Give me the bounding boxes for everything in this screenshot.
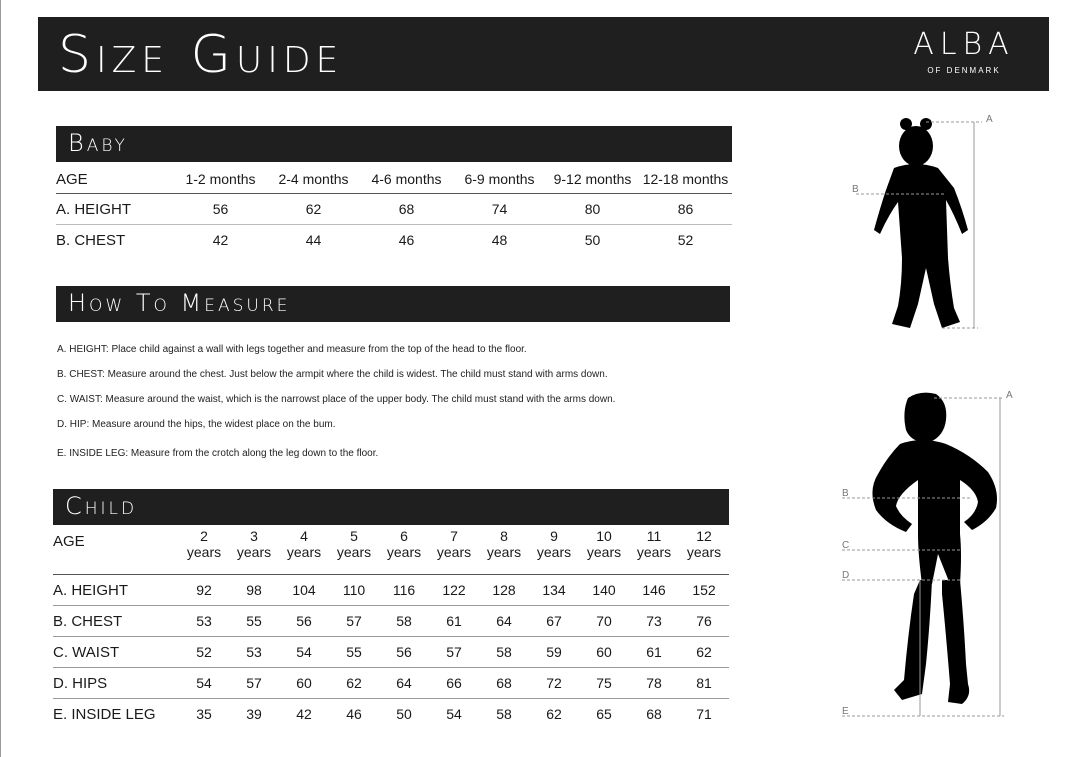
baby-silhouette-figure [846,108,1006,334]
age-column-header: 4 years [279,528,329,575]
age-column-header: 9 years [529,528,579,575]
table-cell: 53 [229,637,279,668]
table-cell: 116 [379,575,429,606]
brand-name: ALBA [913,27,1015,62]
table-cell: 42 [296,706,312,722]
age-column-header: 12 years [679,528,729,575]
child-header-row [53,528,729,575]
table-cell: 78 [629,668,679,699]
age-column-header: 7 years [429,528,479,575]
table-cell: 54 [446,706,462,722]
table-cell: 55 [229,606,279,637]
row-label: B. CHEST [56,231,126,249]
baby-col-header: 1-2 months [174,165,267,194]
table-cell: 92 [179,575,229,606]
table-cell: 48 [491,232,508,248]
baby-col-header: 9-12 months [546,165,639,194]
table-cell: 56 [379,637,429,668]
table-cell: 86 [639,194,732,225]
row-label: C. WAIST [53,637,179,668]
row-label: A. HEIGHT [56,194,174,225]
child-section-title: Child [65,492,138,520]
baby-size-table [56,165,732,255]
table-cell: 98 [229,575,279,606]
age-column-header: 6 years [379,528,429,575]
table-cell: 104 [279,575,329,606]
table-cell: 110 [329,575,379,606]
table-cell: 68 [479,668,529,699]
child-section-header [53,489,729,525]
table-cell: 57 [329,606,379,637]
table-cell: 128 [479,575,529,606]
table-cell: 35 [196,706,212,722]
table-cell: 58 [379,606,429,637]
table-cell: 46 [398,232,415,248]
age-column-header: 2 years [179,528,229,575]
table-row [53,606,729,637]
baby-col-header: AGE [56,165,174,194]
row-label: A. HEIGHT [53,575,179,606]
table-cell: 81 [679,668,729,699]
table-cell: 80 [546,194,639,225]
age-column-header: 8 years [479,528,529,575]
row-label: B. CHEST [53,606,179,637]
table-cell: 53 [179,606,229,637]
table-cell: 52 [677,232,694,248]
table-cell: 67 [529,606,579,637]
instruction-waist: C. WAIST: Measure around the waist, which is the narrowst place of the upper body. The child must stand with the arms down. [57,394,616,405]
how-to-measure-title: How To Measure [68,289,291,317]
age-column-header: 11 years [629,528,679,575]
marker-label: B [852,184,859,195]
table-cell: 62 [546,706,562,722]
table-cell: 70 [579,606,629,637]
age-column-header: 5 years [329,528,379,575]
table-cell: 55 [329,637,379,668]
marker-label: A [986,114,993,125]
table-cell: 58 [479,637,529,668]
table-cell: 50 [584,232,601,248]
table-cell: 61 [629,637,679,668]
table-row [53,699,729,730]
table-cell: 71 [696,706,712,722]
instruction-height: A. HEIGHT: Place child against a wall with legs together and measure from the top of the head to the floor. [57,344,527,355]
baby-col-header: 2-4 months [267,165,360,194]
table-cell: 59 [529,637,579,668]
age-column-header: 3 years [229,528,279,575]
table-cell: 68 [646,706,662,722]
table-cell: 66 [429,668,479,699]
table-cell: 152 [679,575,729,606]
table-cell: 57 [429,637,479,668]
table-cell: 56 [174,194,267,225]
table-row [53,575,729,606]
child-age-header: AGE [53,528,179,575]
table-cell: 140 [579,575,629,606]
baby-col-header: 6-9 months [453,165,546,194]
table-cell: 134 [529,575,579,606]
page-edge [0,0,1,757]
table-cell: 58 [496,706,512,722]
page-title: Size Guide [58,25,344,85]
table-cell: 42 [212,232,229,248]
table-cell: 54 [179,668,229,699]
table-cell: 54 [279,637,329,668]
table-cell: 73 [629,606,679,637]
marker-label: A [1006,390,1013,401]
table-cell: 62 [267,194,360,225]
instruction-hip: D. HIP: Measure around the hips, the widest place on the bum. [57,419,336,430]
table-row [53,637,729,668]
instruction-chest: B. CHEST: Measure around the chest. Just below the armpit where the child is widest. The child must stand with arms down. [57,369,608,380]
baby-col-header: 12-18 months [639,165,732,194]
baby-col-header: 4-6 months [360,165,453,194]
table-cell: 44 [305,232,322,248]
marker-label: E [842,706,849,717]
table-cell: 68 [360,194,453,225]
table-cell: 64 [479,606,529,637]
table-cell: 75 [579,668,629,699]
table-cell: 57 [229,668,279,699]
child-size-table [53,528,729,729]
table-cell: 39 [246,706,262,722]
row-label: D. HIPS [53,668,179,699]
brand-sub: OF DENMARK [927,66,1001,75]
table-cell: 72 [529,668,579,699]
table-cell: 46 [346,706,362,722]
baby-silhouette [846,108,1006,334]
marker-label: C [842,540,850,551]
table-cell: 60 [579,637,629,668]
header-banner [38,17,1049,91]
table-cell: 76 [679,606,729,637]
table-cell: 146 [629,575,679,606]
table-cell: 50 [396,706,412,722]
table-cell: 60 [279,668,329,699]
table-cell: 62 [329,668,379,699]
age-column-header: 10 years [579,528,629,575]
table-cell: 122 [429,575,479,606]
child-silhouette [838,384,1028,724]
marker-label: B [842,488,849,499]
table-cell: 52 [179,637,229,668]
row-label: E. INSIDE LEG [53,705,156,723]
table-row [56,194,732,225]
table-row [56,225,732,256]
baby-section-header [56,126,732,162]
how-to-measure-header [56,286,730,322]
table-cell: 62 [679,637,729,668]
child-silhouette-figure [838,384,1028,724]
table-cell: 65 [596,706,612,722]
table-row [53,668,729,699]
instruction-inside-leg: E. INSIDE LEG: Measure from the crotch along the leg down to the floor. [57,448,379,459]
baby-header-row [56,165,732,194]
table-cell: 56 [279,606,329,637]
table-cell: 64 [379,668,429,699]
table-cell: 61 [429,606,479,637]
baby-section-title: Baby [68,129,128,157]
table-cell: 74 [453,194,546,225]
marker-label: D [842,570,850,581]
brand-logo [909,26,1019,82]
